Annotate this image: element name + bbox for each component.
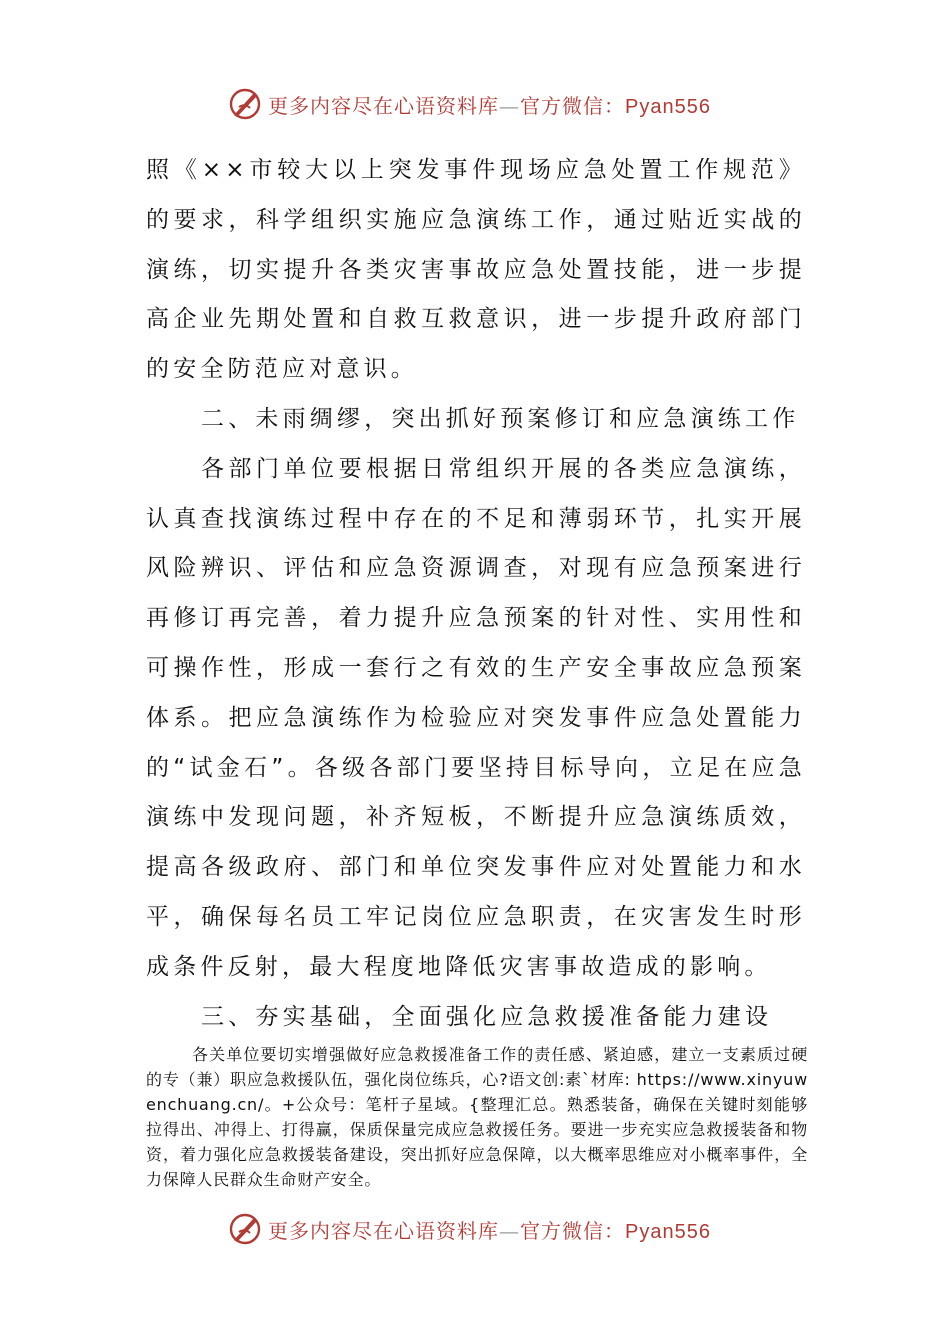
paragraph-2: 各部门单位要根据日常组织开展的各类应急演练，认真查找演练过程中存在的不足和薄弱环节，扎实开展风险辨识、评估和应急资源调查，对现有应急预案进行再修订再完善，着力提升应急预案的针对性、实用性和可操作性，形成一套行之有效的生产安全事故应急预案体系。把应急演练作为检验应对突发事件应急处置能力的“试金石”。各级各部门要坚持目标导向，立足在应急演练中发现问题，补齐短板，不断提升应急演练质效，提高各级政府、部门和单位突发事件应对处置能力和水平，确保每名员工牢记岗位应急职责，在灾害发生时形成条件反射，最大程度地降低灾害事故造成的影响。 — [146, 455, 806, 980]
banner-wechat-id: Pyan556 — [625, 96, 711, 118]
bottom-banner — [0, 1209, 950, 1249]
banner-text — [268, 1215, 711, 1244]
banner-wechat-id: Pyan556 — [625, 1221, 711, 1243]
paragraph-1: 照《××市较大以上突发事件现场应急处置工作规范》的要求，科学组织实施应急演练工作，通过贴近实战的演练，切实提升各类灾害事故应急处置技能，进一步提高企业先期处置和自救互救意识，进一步提升政府部门的安全防范应对意识。 — [146, 157, 806, 383]
banner-site-text: 更多内容尽在心语资料库 — [268, 1219, 499, 1243]
banner-text — [268, 90, 711, 119]
pen-logo-icon — [228, 1212, 262, 1246]
banner-wechat-label: 官方微信： — [520, 1219, 625, 1243]
banner-dash: — — [499, 94, 520, 118]
top-banner — [0, 84, 950, 124]
pen-logo-icon — [228, 87, 262, 121]
paragraph-3: 各关单位要切实增强做好应急救援准备工作的责任感、紧迫感，建立一支素质过硬的专（兼）职应急救援队伍，强化岗位练兵，心?语文创:素`材库: https://www.xinyuwenchuang.cn/。+公众号：笔杆子星域。{整理汇总。熟悉装备，确保在关键时刻能够拉得出、冲得上、打得赢，保质保量完成应急救援任务。要进一步充实应急救援装备和物资，着力强化应急救援装备建设，突出抓好应急保障，以大概率思维应对小概率事件，全力保障人民群众生命财产安全。 — [146, 1045, 808, 1189]
section-heading-3: 三、夯实基础，全面强化应急救援准备能力建设 — [201, 1003, 773, 1030]
banner-dash: — — [499, 1219, 520, 1243]
section-heading-2: 二、未雨绸缪，突出抓好预案修订和应急演练工作 — [201, 405, 800, 432]
banner-wechat-label: 官方微信： — [520, 94, 625, 118]
banner-site-text: 更多内容尽在心语资料库 — [268, 94, 499, 118]
main-content — [146, 146, 806, 1042]
